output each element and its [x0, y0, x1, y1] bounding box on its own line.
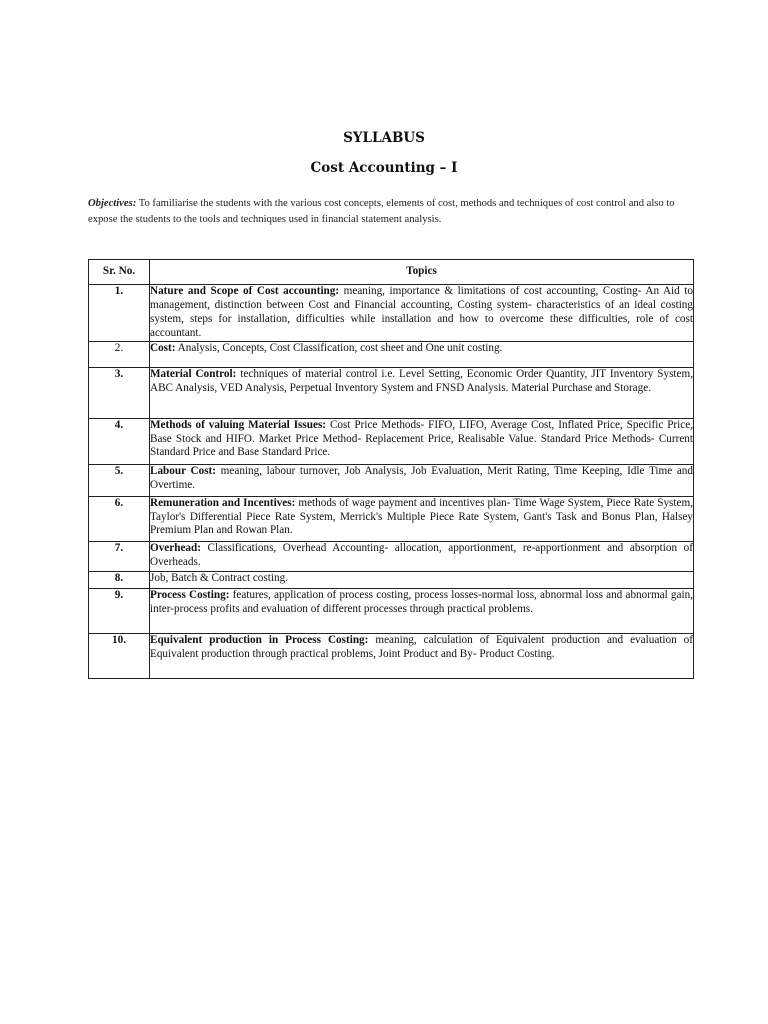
page-title: SYLLABUS: [343, 130, 425, 146]
table-row: [89, 367, 694, 418]
table-row: [89, 571, 694, 588]
row-number: 5.: [89, 464, 150, 496]
row-topic: [150, 341, 694, 367]
topic-text: Analysis, Concepts, Cost Classification, cost sheet and One unit costing.: [175, 341, 503, 354]
topic-title: Overhead:: [150, 541, 201, 554]
topic-title: Methods of valuing Material Issues:: [150, 418, 327, 431]
table-row: [89, 418, 694, 464]
row-topic: [150, 464, 694, 496]
row-topic: [150, 367, 694, 418]
row-topic: [150, 418, 694, 464]
topic-title: Labour Cost:: [150, 464, 217, 477]
topic-title: Equivalent production in Process Costing:: [150, 633, 369, 646]
row-number: 6.: [89, 496, 150, 541]
objectives-label: Objectives:: [88, 198, 137, 209]
table-row: [89, 496, 694, 541]
row-number: 7.: [89, 541, 150, 571]
table-header-row: [89, 260, 694, 285]
topic-text: Classifications, Overhead Accounting- allocation, apportionment, re-apportionment and absorption of Overheads.: [150, 541, 693, 568]
table-row: [89, 285, 694, 342]
row-number: 4.: [89, 418, 150, 464]
row-number: 1.: [89, 285, 150, 342]
header-topics: Topics: [150, 260, 694, 285]
topic-text: Job, Batch & Contract costing.: [150, 571, 288, 584]
row-number: 3.: [89, 367, 150, 418]
topic-text: meaning, calculation of Equivalent production and evaluation of Equivalent production through practical problems, Joint Product and By- Product Costing.: [150, 633, 693, 660]
row-number: 9.: [89, 588, 150, 633]
table-row: [89, 541, 694, 571]
table-row: [89, 341, 694, 367]
row-topic: [150, 588, 694, 633]
topic-title: Nature and Scope of Cost accounting:: [150, 285, 340, 297]
topic-title: Cost:: [150, 341, 176, 354]
row-topic: [150, 496, 694, 541]
row-topic: [150, 285, 694, 342]
row-number: 10.: [89, 633, 150, 678]
topic-title: Material Control:: [150, 367, 237, 380]
header-sr-no: Sr. No.: [89, 260, 150, 285]
topic-title: Remuneration and Incentives:: [150, 496, 296, 509]
table-row: [89, 633, 694, 678]
objectives-text: To familiarise the students with the various cost concepts, elements of cost, methods and techniques of cost control and also to expose the students to the tools and techniques used in financial statement analysis.: [88, 198, 675, 225]
topic-text: features, application of process costing, process losses-normal loss, abnormal loss and abnormal gain, inter-process profits and evaluation of different processes through practical problems.: [150, 588, 693, 615]
syllabus-table: [88, 259, 694, 679]
table-row: [89, 588, 694, 633]
row-topic: [150, 571, 694, 588]
row-topic: [150, 541, 694, 571]
table-row: [89, 464, 694, 496]
topic-text: techniques of material control i.e. Level Setting, Economic Order Quantity, JIT Inventory System, ABC Analysis, VED Analysis, Perpetual Inventory System and FNSD Analysis. Material Purchase and Storage.: [150, 367, 693, 394]
topic-text: meaning, labour turnover, Job Analysis, Job Evaluation, Merit Rating, Time Keeping, Idle Time and Overtime.: [150, 464, 693, 491]
row-number: 2.: [89, 341, 150, 367]
topic-title: Process Costing:: [150, 588, 230, 601]
topic-text: methods of wage payment and incentives plan- Time Wage System, Piece Rate System, Taylor's Differential Piece Rate System, Merrick's Multiple Piece Rate System, Gant's Task and Bonus Plan, Halsey Premium Plan and Rowan Plan.: [150, 496, 693, 537]
row-topic: [150, 633, 694, 678]
course-title: Cost Accounting – I: [310, 160, 458, 176]
topic-text: Cost Price Methods- FIFO, LIFO, Average Cost, Inflated Price, Specific Price, Base Stock and HIFO. Market Price Method- Replacement Price, Realisable Value. Standard Price Methods- Current Standard Price and Base Standard Price.: [150, 418, 693, 459]
row-number: 8.: [89, 571, 150, 588]
topic-text: meaning, importance & limitations of cost accounting, Costing- An Aid to management, distinction between Cost and Financial accounting, Costing system- characteristics of an ideal costing system, steps for installation, difficulties while installation and how to overcome these difficulties, role of cost accountant.: [150, 285, 693, 339]
objectives-paragraph: [88, 196, 688, 228]
